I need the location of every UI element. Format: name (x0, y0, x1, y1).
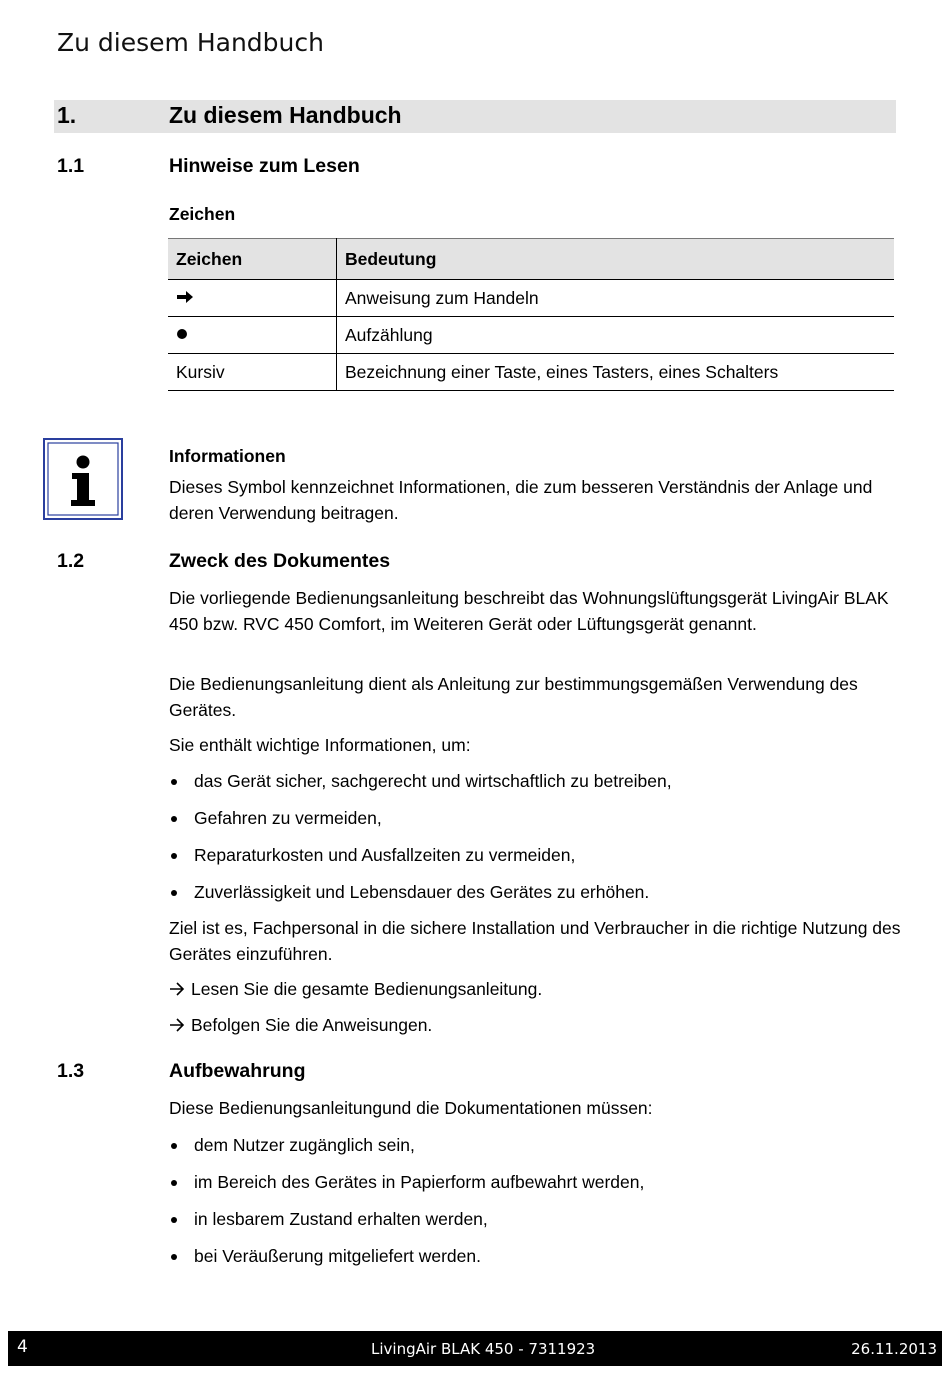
instruction-text: Befolgen Sie die Anweisungen. (191, 1015, 433, 1035)
table-header-sign: Zeichen (168, 239, 337, 280)
section-title: Zu diesem Handbuch (169, 102, 402, 128)
document-date: 26.11.2013 (851, 1340, 937, 1358)
instruction-item (169, 1013, 432, 1038)
info-title: Informationen (169, 446, 286, 466)
subsection-title: Hinweise zum Lesen (169, 155, 360, 177)
table-header-meaning: Bedeutung (337, 239, 895, 280)
paragraph: Die vorliegende Bedienungsanleitung beschreibt das Wohnungslüftungsgerät LivingAir BLAK 450 bzw. RVC 450 Comfort, im Weiteren Gerät oder Lüftungsgerät genannt. (169, 588, 889, 634)
subsection-title: Zweck des Dokumentes (169, 550, 391, 572)
page-footer (8, 1331, 942, 1366)
table-cell-meaning: Bezeichnung einer Taste, eines Tasters, eines Schalters (337, 354, 895, 391)
subsection-number: 1.1 (57, 155, 85, 177)
arrow-right-icon (169, 1018, 185, 1032)
list-item-text: in lesbarem Zustand erhalten werden, (194, 1209, 488, 1229)
table-row (168, 280, 894, 317)
list-item-text: Reparaturkosten und Ausfallzeiten zu vermeiden, (194, 845, 576, 865)
bullet-icon (171, 1254, 177, 1260)
table-cell-sign (168, 280, 337, 317)
paragraph: Sie enthält wichtige Informationen, um: (169, 735, 471, 755)
table-cell-meaning: Aufzählung (337, 317, 895, 354)
bullet-icon (171, 1217, 177, 1223)
table-cell-sign: Kursiv (168, 354, 337, 391)
bullet-dot-icon (176, 327, 190, 341)
table-row (168, 354, 894, 391)
right-arrow-icon (176, 290, 194, 304)
table-cell-meaning: Anweisung zum Handeln (337, 280, 895, 317)
subsection-number: 1.3 (57, 1060, 85, 1082)
list-item-text: Zuverlässigkeit und Lebensdauer des Gerätes zu erhöhen. (194, 882, 650, 902)
subsection-number: 1.2 (57, 550, 85, 572)
running-head: Zu diesem Handbuch (57, 28, 324, 57)
instruction-item (169, 977, 542, 1002)
paragraph: Ziel ist es, Fachpersonal in die sichere Installation und Verbraucher in die richtige Nutzung des Gerätes einzuführen. (169, 918, 901, 964)
info-icon (43, 438, 123, 520)
bullet-icon (171, 816, 177, 822)
subsection-title: Aufbewahrung (169, 1060, 306, 1082)
table-caption: Zeichen (169, 204, 236, 224)
bullet-icon (171, 1180, 177, 1186)
document-id: LivingAir BLAK 450 - 7311923 (371, 1340, 596, 1358)
list-item-text: dem Nutzer zugänglich sein, (194, 1135, 415, 1155)
page-number: 4 (17, 1337, 28, 1357)
paragraph: Die Bedienungsanleitung dient als Anleitung zur bestimmungsgemäßen Verwendung des Gerätes. (169, 674, 858, 720)
bullet-icon (171, 853, 177, 859)
bullet-icon (171, 779, 177, 785)
instruction-text: Lesen Sie die gesamte Bedienungsanleitung. (191, 979, 543, 999)
signs-table (168, 238, 894, 391)
list-item-text: Gefahren zu vermeiden, (194, 808, 382, 828)
bullet-icon (171, 890, 177, 896)
info-text: Dieses Symbol kennzeichnet Informationen, die zum besseren Verständnis der Anlage und deren Verwendung beitragen. (169, 477, 873, 523)
arrow-right-icon (169, 982, 185, 996)
section-number: 1. (57, 102, 77, 128)
list-item-text: im Bereich des Gerätes in Papierform aufbewahrt werden, (194, 1172, 645, 1192)
list-item-text: bei Veräußerung mitgeliefert werden. (194, 1246, 481, 1266)
paragraph: Diese Bedienungsanleitungund die Dokumentationen müssen: (169, 1098, 653, 1118)
list-item-text: das Gerät sicher, sachgerecht und wirtschaftlich zu betreiben, (194, 771, 672, 791)
table-header-row (168, 239, 894, 280)
table-cell-sign (168, 317, 337, 354)
table-row (168, 317, 894, 354)
bullet-icon (171, 1143, 177, 1149)
